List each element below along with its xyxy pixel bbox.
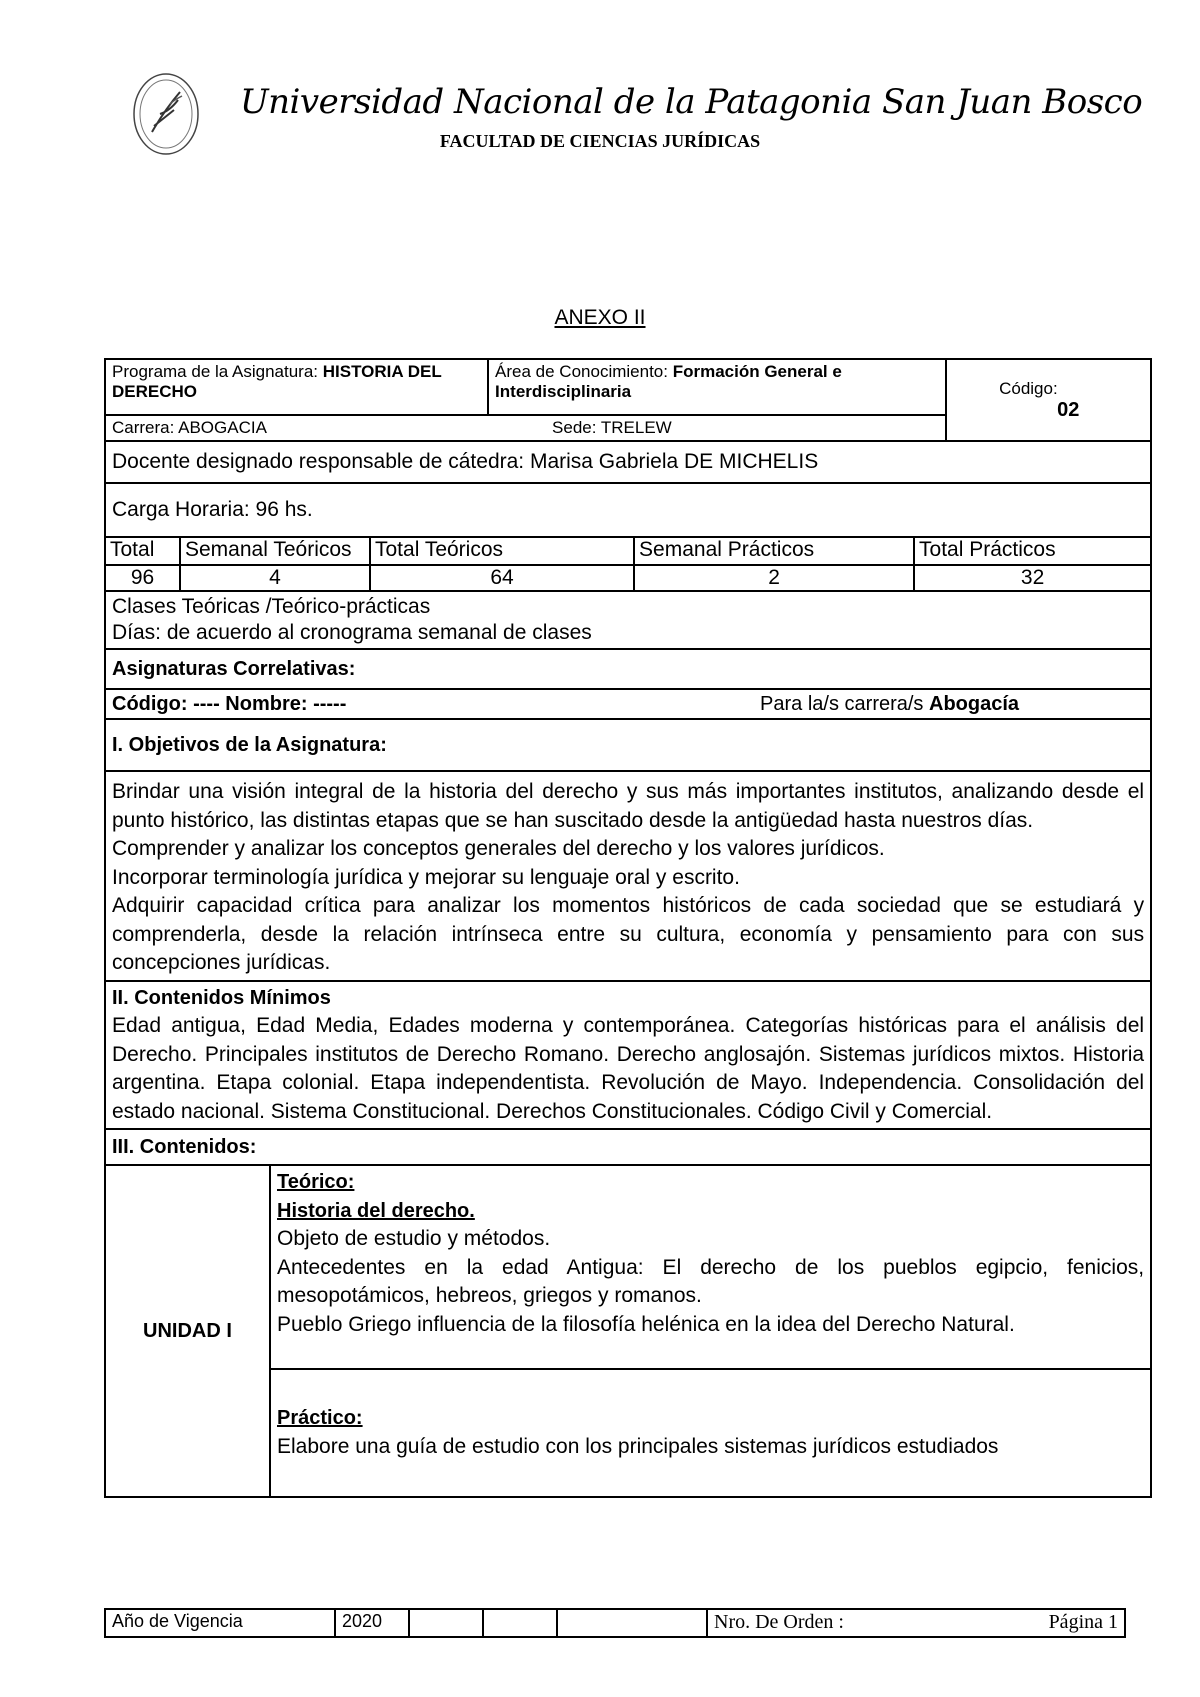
theory-line-1: Objeto de estudio y métodos. bbox=[277, 1227, 551, 1250]
hours-value-total: 96 bbox=[105, 565, 180, 591]
min-contents-text: Edad antigua, Edad Media, Edades moderna y contemporánea. Categorías históricas para el análisis del Derecho. Principales institutos de Derecho Romano. Derecho anglosajón. Sistemas jurídicos mixtos. Historia argentina. Etapa colonial. Etapa independentista. Revolución de Mayo. Independencia. Consolidación del estado nacional. Sistema Constitucional. Derechos Constitucionales. Código Civil y Comercial. bbox=[112, 1014, 1145, 1123]
footer-page-label: Página 1 bbox=[877, 1609, 1125, 1637]
hours-value-total-theory: 64 bbox=[370, 565, 634, 591]
hours-header-total: Total bbox=[105, 537, 180, 565]
hours-header-weekly-practice: Semanal Prácticos bbox=[634, 537, 914, 565]
theory-label: Teórico: bbox=[277, 1171, 355, 1193]
min-contents-cell bbox=[105, 981, 1151, 1130]
classes-type: Clases Teóricas /Teórico-prácticas bbox=[112, 595, 431, 618]
practice-label: Práctico: bbox=[277, 1407, 363, 1429]
theory-heading: Historia del derecho. bbox=[277, 1199, 475, 1222]
correlatives-career-label: Para la/s carrera/s bbox=[760, 692, 929, 715]
area-cell bbox=[488, 359, 946, 415]
career-cell: Carrera: ABOGACIA bbox=[105, 415, 488, 441]
annex-title: ANEXO II bbox=[554, 306, 646, 329]
code-value: 02 bbox=[1057, 398, 1080, 421]
campus-cell: Sede: TRELEW bbox=[488, 415, 946, 441]
university-name: Universidad Nacional de la Patagonia San Juan Bosco bbox=[240, 82, 1143, 122]
program-table bbox=[104, 358, 1152, 1498]
subject-cell bbox=[105, 359, 488, 415]
objective-1: Brindar una visión integral de la historia del derecho y sus más importantes institutos, analizando desde el punto histórico, las distintas etapas que se han suscitado desde la antigüedad hasta nuestros días. bbox=[112, 780, 1145, 832]
hours-cell: Carga Horaria: 96 hs. bbox=[105, 483, 1151, 537]
unit-practice-cell bbox=[270, 1369, 1151, 1497]
subject-label: Programa de la Asignatura: bbox=[112, 362, 323, 381]
min-contents-title: II. Contenidos Mínimos bbox=[112, 986, 331, 1009]
practice-text: Elabore una guía de estudio con los principales sistemas jurídicos estudiados bbox=[277, 1434, 999, 1458]
hours-header-total-practice: Total Prácticos bbox=[914, 537, 1151, 565]
objective-4: Adquirir capacidad crítica para analizar los momentos históricos de cada sociedad que se estudiará y comprenderla, desde la relación intrínseca entre su cultura, economía y pensamiento para con sus concepciones jurídicas. bbox=[112, 894, 1145, 974]
hours-header-total-theory: Total Teóricos bbox=[370, 537, 634, 565]
unit-name: UNIDAD I bbox=[105, 1165, 270, 1497]
correlatives-title: Asignaturas Correlativas: bbox=[105, 649, 1151, 689]
footer-empty-1 bbox=[409, 1609, 483, 1637]
area-label: Área de Conocimiento: bbox=[495, 362, 673, 381]
area-value: Formación General e Interdisciplinaria bbox=[495, 362, 842, 401]
correlatives-code: Código: ---- Nombre: ----- bbox=[105, 689, 754, 719]
correlatives-career bbox=[754, 689, 1151, 719]
objectives-cell bbox=[105, 771, 1151, 981]
teacher-cell: Docente designado responsable de cátedra: Marisa Gabriela DE MICHELIS bbox=[105, 441, 1151, 483]
footer-empty-2 bbox=[483, 1609, 557, 1637]
hours-value-weekly-practice: 2 bbox=[634, 565, 914, 591]
footer-order-label: Nro. De Orden : bbox=[707, 1609, 877, 1637]
objectives-title: I. Objetivos de la Asignatura: bbox=[105, 719, 1151, 771]
hours-value-weekly-theory: 4 bbox=[180, 565, 370, 591]
footer-year-label: Año de Vigencia bbox=[105, 1609, 335, 1637]
footer-empty-3 bbox=[557, 1609, 707, 1637]
classes-cell bbox=[105, 591, 1151, 649]
theory-line-3: Pueblo Griego influencia de la filosofía helénica en la idea del Derecho Natural. bbox=[277, 1312, 1015, 1336]
theory-line-2: Antecedentes en la edad Antigua: El derecho de los pueblos egipcio, fenicios, mesopotámicos, hebreos, griegos y romanos. bbox=[277, 1255, 1145, 1307]
code-label: Código: bbox=[999, 378, 1058, 398]
footer-year-value: 2020 bbox=[335, 1609, 409, 1637]
unit-theory-cell bbox=[270, 1165, 1151, 1369]
classes-days: Días: de acuerdo al cronograma semanal de clases bbox=[112, 621, 592, 644]
objective-2: Comprender y analizar los conceptos generales del derecho y los valores jurídicos. bbox=[112, 837, 885, 860]
contents-title: III. Contenidos: bbox=[105, 1129, 1151, 1165]
footer-table bbox=[104, 1608, 1126, 1638]
code-cell bbox=[946, 359, 1151, 441]
hours-value-total-practice: 32 bbox=[914, 565, 1151, 591]
correlatives-career-value: Abogacía bbox=[929, 692, 1020, 715]
hours-header-weekly-theory: Semanal Teóricos bbox=[180, 537, 370, 565]
objective-3: Incorporar terminología jurídica y mejorar su lenguaje oral y escrito. bbox=[112, 865, 740, 889]
faculty-name: FACULTAD DE CIENCIAS JURÍDICAS bbox=[439, 131, 761, 151]
subject-value: HISTORIA DEL DERECHO bbox=[112, 362, 442, 401]
